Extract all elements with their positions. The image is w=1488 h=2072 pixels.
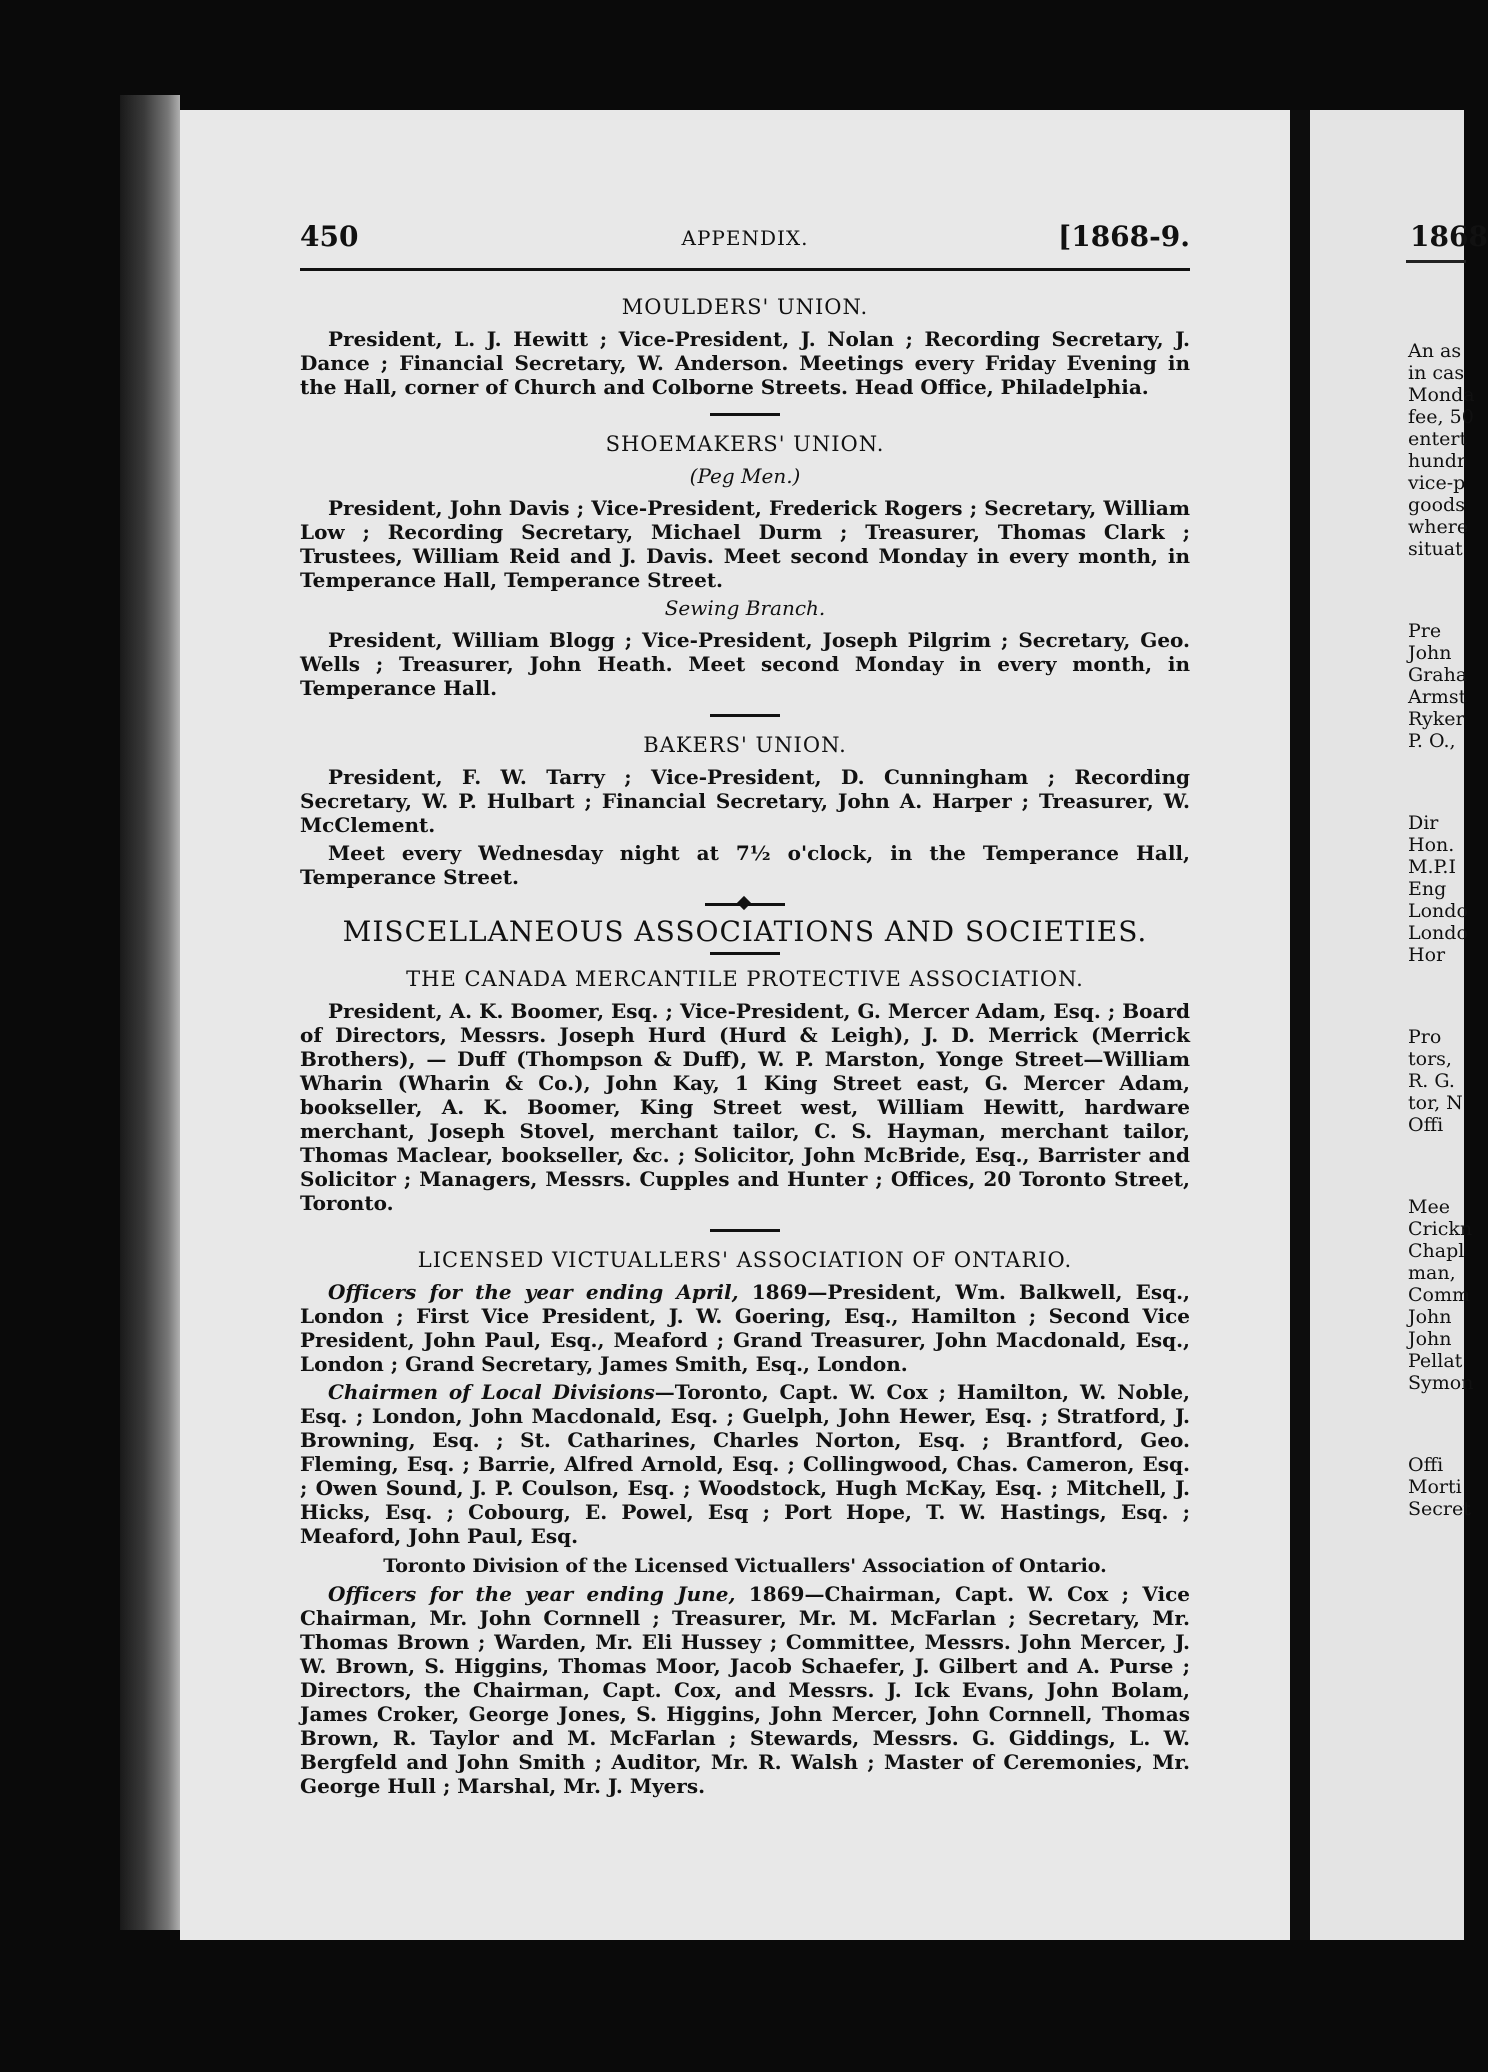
next-page-line: Chapl: [1408, 1240, 1465, 1262]
next-page-line: Hor: [1408, 944, 1446, 966]
next-page-line: situat: [1408, 538, 1463, 560]
running-title: APPENDIX.: [681, 226, 809, 250]
next-page-line: Monda: [1408, 384, 1475, 406]
canada-mercantile-title: THE CANADA MERCANTILE PROTECTIVE ASSOCIATION.: [406, 967, 1084, 991]
next-page-line: [1408, 560, 1468, 620]
toronto-division-title: Toronto Division of the Licensed Victuallers' Association of Ontario.: [383, 1555, 1107, 1577]
victuallers-officers-text: 1869—President, Wm. Balkwell, Esq., London ; First Vice President, J. W. Goering, Esq., Hamilton ; Second Vice President, John Paul, Esq., Meaford ; Grand Treasurer, John Macdonald, Esq., London ; Grand Secretary, James Smith, Esq., London.: [300, 1280, 1190, 1376]
next-page-line: hundr: [1408, 450, 1466, 472]
misc-associations-title: MISCELLANEOUS ASSOCIATIONS AND SOCIETIES.: [342, 915, 1148, 948]
next-page-line: John: [1408, 1306, 1452, 1328]
next-page-line: Hon.: [1408, 834, 1455, 856]
bakers-title: BAKERS' UNION.: [643, 733, 847, 757]
toronto-division-body: 1869—Chairman, Capt. W. Cox ; Vice Chairman, Mr. John Cornnell ; Treasurer, Mr. M. McFarlan ; Secretary, Mr. Thomas Brown ; Warden, Mr. Eli Hussey ; Committee, Messrs. John Mercer, J. W. Brown, S. Higgins, Thomas Moor, Jacob Schaefer, J. Gilbert and A. Purse ; Directors, the Chairman, Capt. Cox, and Messrs. J. Ick Evans, John Bolam, James Croker, George Jones, S. Higgins, John Mercer, John Cornnell, Thomas Brown, R. Taylor and M. McFarlan ; Stewards, Messrs. G. Giddings, L. W. Bergfeld and John Smith ; Auditor, Mr. R. Walsh ; Master of Ceremonies, Mr. George Hull ; Marshal, Mr. J. Myers.: [300, 1582, 1190, 1798]
header-rule: [300, 268, 1190, 271]
bakers-text-2: Meet every Wednesday night at 7½ o'clock, in the Temperance Hall, Temperance Street.: [300, 841, 1190, 889]
toronto-division-text: [300, 1582, 1190, 1798]
next-page-line: [1408, 1136, 1468, 1196]
moulders-text: President, L. J. Hewitt ; Vice-President, J. Nolan ; Recording Secretary, J. Dance ; Financial Secretary, W. Anderson. Meetings every Friday Evening in the Hall, corner of Church and Colborne Streets. Head Office, Philadelphia.: [300, 327, 1190, 399]
shoemakers-subtitle: (Peg Men.): [689, 464, 801, 488]
section-divider: [710, 714, 780, 717]
book-page: [180, 110, 1290, 1940]
next-page-line: [1408, 1394, 1468, 1454]
victuallers-officers: [300, 1280, 1190, 1376]
section-divider: [710, 1229, 780, 1232]
next-page-line: P. O.,: [1408, 730, 1456, 752]
next-page-line: Pro: [1408, 1026, 1442, 1048]
bakers-text: President, F. W. Tarry ; Vice-President, D. Cunningham ; Recording Secretary, W. P. Hulbart ; Financial Secretary, John A. Harper ; Treasurer, W. McClement.: [300, 765, 1190, 837]
ornament-divider: [705, 903, 785, 906]
next-page-line: [1408, 752, 1468, 812]
next-page-line: Dir: [1408, 812, 1439, 834]
victuallers-chairmen: [300, 1380, 1190, 1548]
next-page-line: Morti: [1408, 1476, 1462, 1498]
next-page-lines: [1408, 340, 1475, 1520]
next-page-line: Ryker: [1408, 708, 1465, 730]
next-page-line: Offi: [1408, 1454, 1444, 1476]
moulders-title: MOULDERS' UNION.: [621, 295, 869, 319]
next-page-line: man,: [1408, 1262, 1456, 1284]
next-page-line: Symon: [1408, 1372, 1474, 1394]
next-page-line: in cas: [1408, 362, 1465, 384]
page-header: [300, 220, 1190, 260]
victuallers-officers-lead: Officers for the year ending April,: [328, 1280, 739, 1304]
running-year: [1868-9.: [1057, 220, 1190, 253]
next-page-line: M.P.I: [1408, 856, 1456, 878]
next-page-line: Graha: [1408, 664, 1468, 686]
sewing-branch-text: President, William Blogg ; Vice-President, Joseph Pilgrim ; Secretary, Geo. Wells ; Treasurer, John Heath. Meet second Monday in every month, in Temperance Hall.: [300, 628, 1190, 700]
sewing-branch-title: Sewing Branch.: [664, 596, 826, 620]
section-divider: [710, 952, 780, 955]
next-page-line: Londo: [1408, 900, 1468, 922]
next-page-line: An as: [1408, 340, 1462, 362]
next-page-line: R. G.: [1408, 1070, 1455, 1092]
next-page-header: 1868: [1410, 220, 1488, 253]
next-page-line: [1408, 966, 1468, 1026]
next-page-line: Offi: [1408, 1114, 1444, 1136]
next-page-line: where: [1408, 516, 1469, 538]
book-binding: [120, 95, 180, 1930]
next-page-line: John: [1408, 642, 1452, 664]
next-page-line: Secret: [1408, 1498, 1471, 1520]
next-page-line: tors,: [1408, 1048, 1452, 1070]
shoemakers-text: President, John Davis ; Vice-President, Frederick Rogers ; Secretary, William Low ; Recording Secretary, Michael Durm ; Treasurer, Thomas Clark ; Trustees, William Reid and J. Davis. Meet second Monday in every month, in Temperance Hall, Temperance Street.: [300, 496, 1190, 592]
victuallers-chairmen-text: —Toronto, Capt. W. Cox ; Hamilton, W. Noble, Esq. ; London, John Macdonald, Esq. ; Guelph, John Hewer, Esq. ; Stratford, J. Browning, Esq. ; St. Catharines, Charles Norton, Esq. ; Brantford, Geo. Fleming, Esq. ; Barrie, Alfred Arnold, Esq. ; Collingwood, Chas. Cameron, Esq. ; Owen Sound, J. P. Coulson, Esq. ; Woodstock, Hugh McKay, Esq. ; Mitchell, J. Hicks, Esq. ; Cobourg, E. Powel, Esq ; Port Hope, T. W. Hastings, Esq. ; Meaford, John Paul, Esq.: [300, 1380, 1191, 1548]
next-page-line: Mee: [1408, 1196, 1450, 1218]
next-page-line: Pre: [1408, 620, 1442, 642]
next-page-line: Pellat: [1408, 1350, 1463, 1372]
page-gutter: [1290, 110, 1310, 1940]
next-page-line: Comm: [1408, 1284, 1471, 1306]
next-page-line: fee, 50: [1408, 406, 1474, 428]
next-page-line: Crickn: [1408, 1218, 1473, 1240]
next-page-line: goods: [1408, 494, 1465, 516]
page-content: [300, 295, 1190, 1802]
next-page-line: John: [1408, 1328, 1452, 1350]
licensed-victuallers-title: LICENSED VICTUALLERS' ASSOCIATION OF ONTARIO.: [417, 1248, 1073, 1272]
next-page-fragment: [1310, 110, 1488, 1940]
toronto-division-lead: Officers for the year ending June,: [328, 1582, 736, 1606]
next-page-line: vice-p: [1408, 472, 1466, 494]
section-divider: [710, 413, 780, 416]
victuallers-chairmen-lead: Chairmen of Local Divisions: [328, 1380, 655, 1404]
next-page-line: Londo: [1408, 922, 1468, 944]
page-number: 450: [300, 220, 359, 253]
next-page-line: Armst: [1408, 686, 1467, 708]
next-page-line: entert: [1408, 428, 1468, 450]
shoemakers-title: SHOEMAKERS' UNION.: [605, 432, 885, 456]
canada-mercantile-text: President, A. K. Boomer, Esq. ; Vice-President, G. Mercer Adam, Esq. ; Board of Directors, Messrs. Joseph Hurd (Hurd & Leigh), J. D. Merrick (Merrick Brothers), — Duff (Thompson & Duff), W. P. Marston, Yonge Street—William Wharin (Wharin & Co.), John Kay, 1 King Street east, G. Mercer Adam, bookseller, A. K. Boomer, King Street west, William Hewitt, hardware merchant, Joseph Stovel, merchant tailor, C. S. Hayman, merchant tailor, Thomas Maclear, bookseller, &c. ; Solicitor, John McBride, Esq., Barrister and Solicitor ; Managers, Messrs. Cupples and Hunter ; Offices, 20 Toronto Street, Toronto.: [300, 999, 1190, 1215]
next-page-line: tor, N: [1408, 1092, 1463, 1114]
next-page-rule: [1406, 260, 1466, 263]
next-page-line: Eng: [1408, 878, 1447, 900]
